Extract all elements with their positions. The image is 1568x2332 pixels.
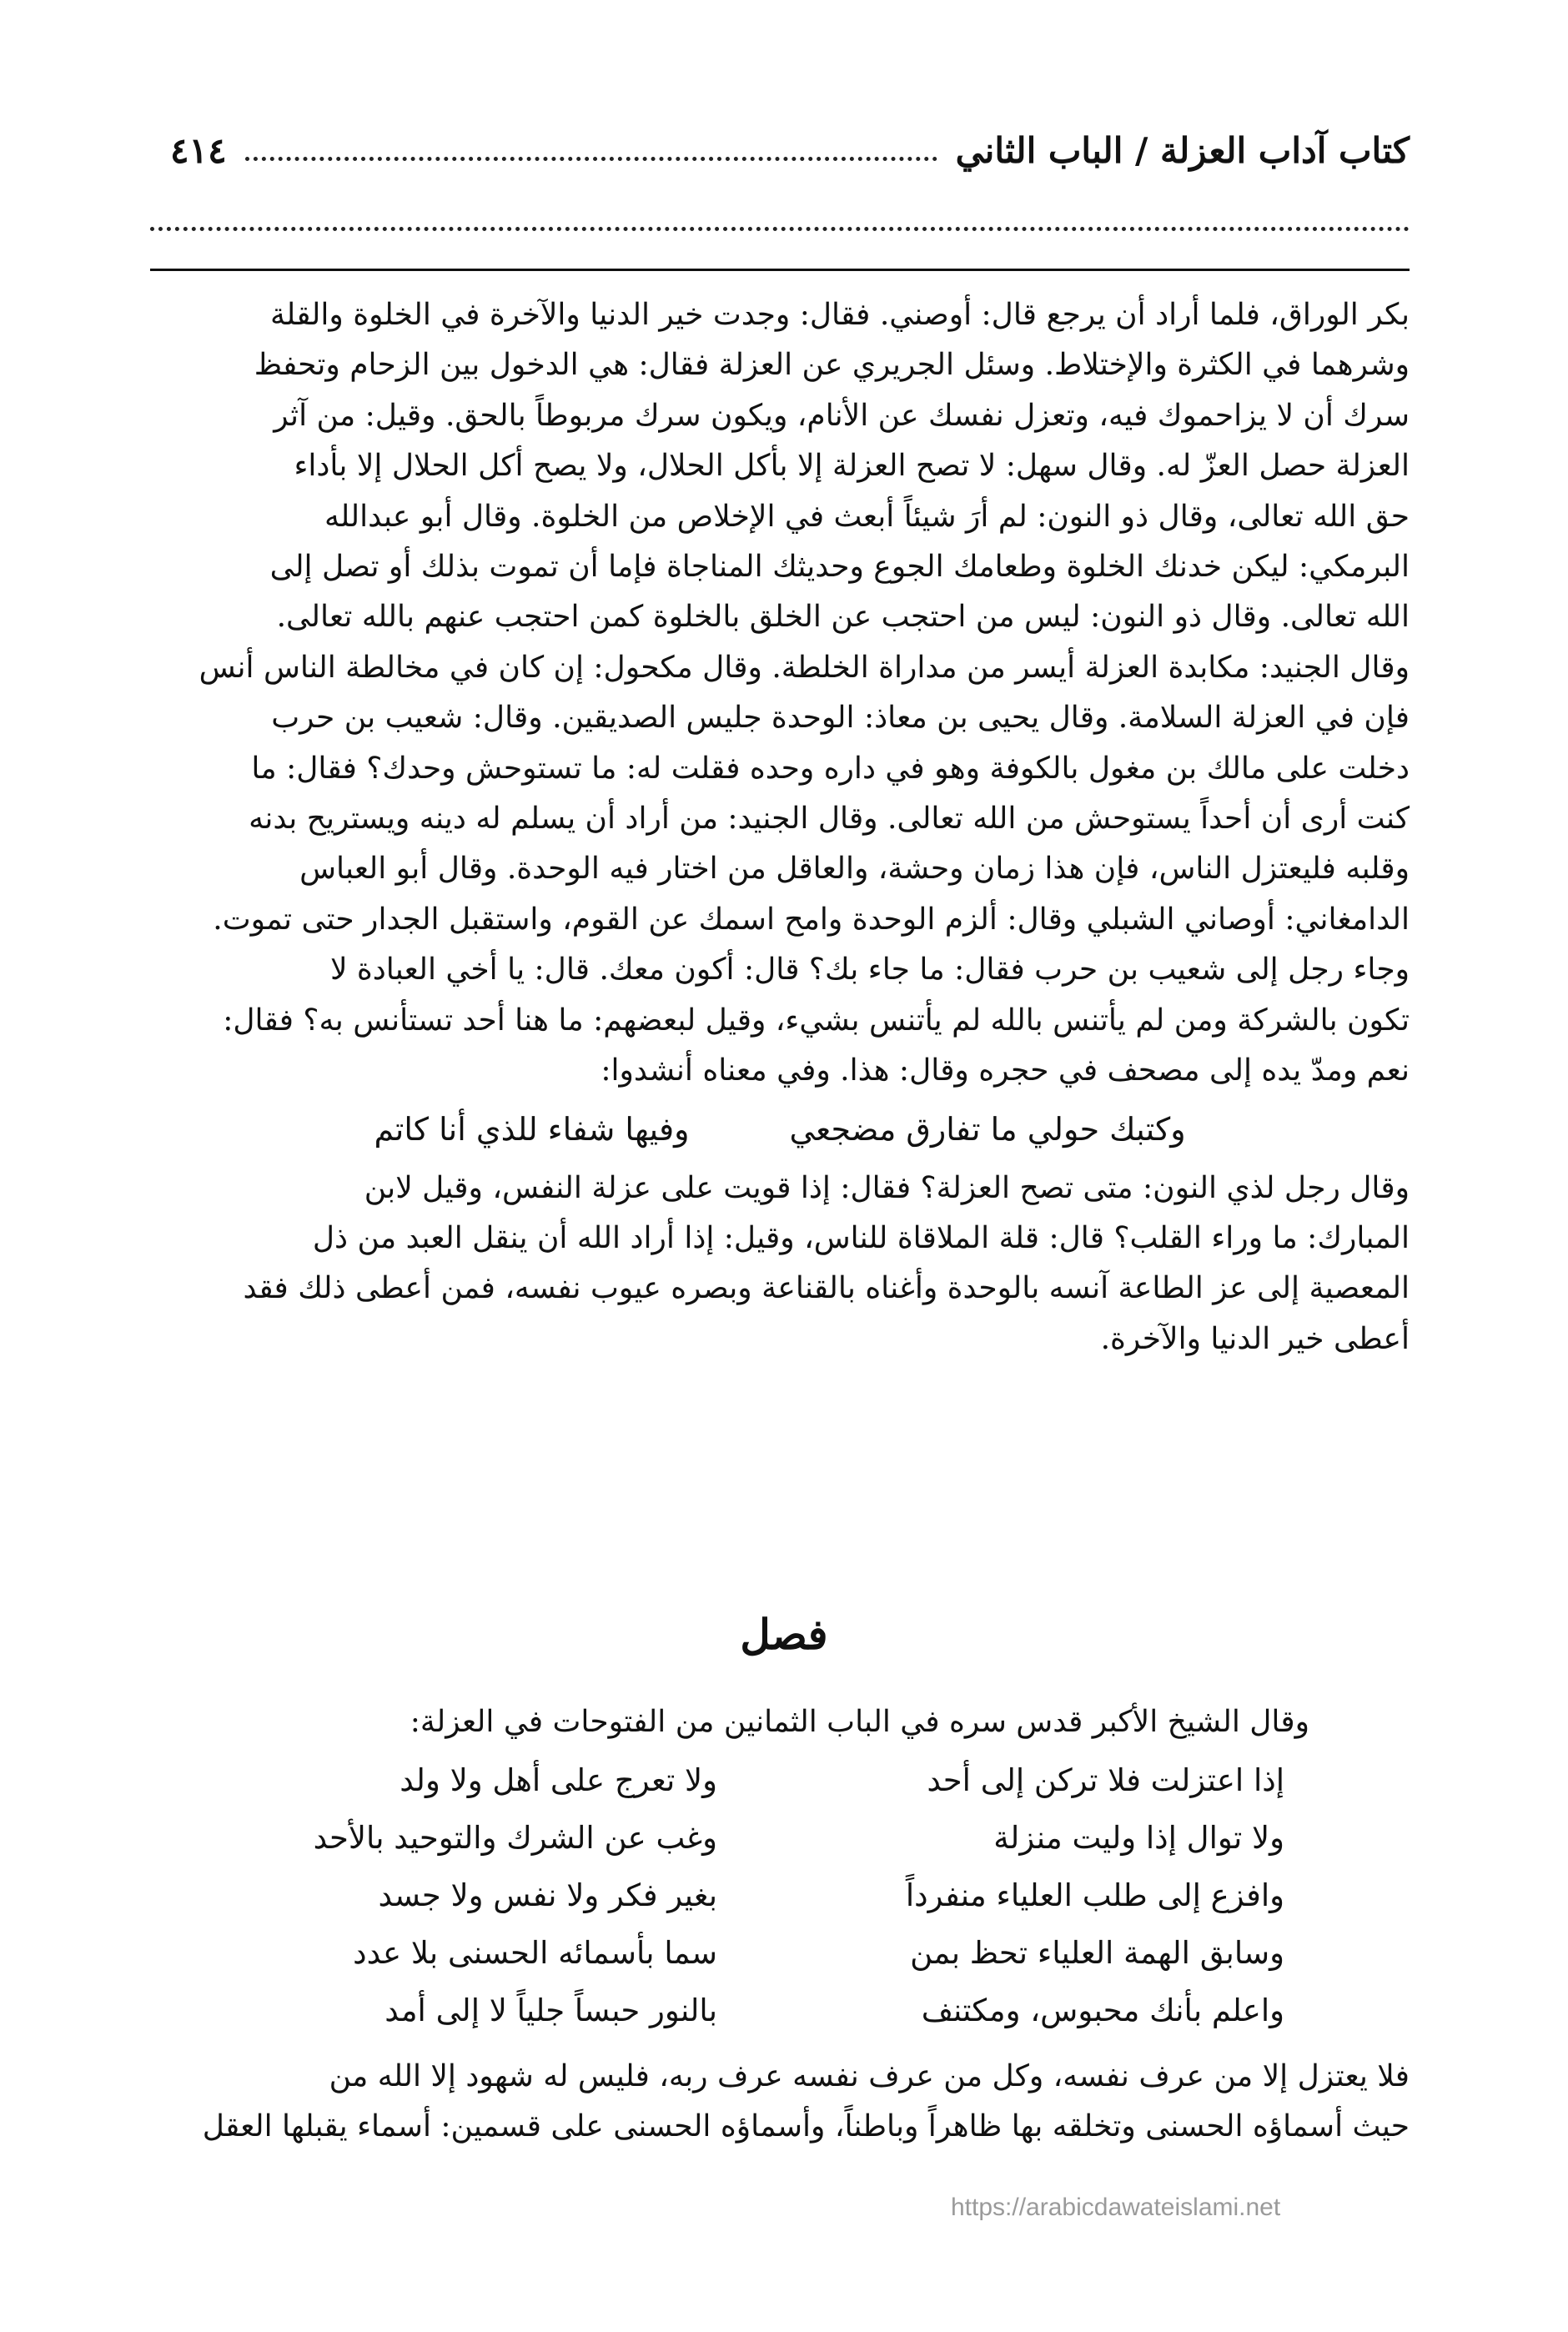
running-header bbox=[150, 117, 1410, 183]
text-line: الله تعالى. وقال ذو النون: ليس من احتجب عن الخلق بالخلوة كمن احتجب عنهم بالله تعالى. bbox=[276, 600, 1410, 635]
text-line: وقال رجل لذي النون: متى تصح العزلة؟ فقال: إذا قويت على عزلة النفس، وقيل لابن bbox=[364, 1170, 1410, 1205]
text-line: حيث أسماؤه الحسنى وتخلقه بها ظاهراً وباطناً، وأسماؤه الحسنى على قسمين: أسماء يقبلها العقل bbox=[202, 2109, 1410, 2144]
verse-first-hemistich: وكتبك حولي ما تفارق مضجعي bbox=[789, 1111, 1186, 1148]
verse-first-hemistich: وسابق الهمة العلياء تحظ بمن bbox=[910, 1935, 1284, 1971]
text-line: نعم ومدّ يده إلى مصحف في حجره وقال: هذا. وفي معناه أنشدوا: bbox=[601, 1053, 1410, 1088]
text-line: البرمكي: ليكن خدنك الخلوة وطعامك الجوع وحديثك المناجاة فإما أن تموت بذلك أو تصل إلى bbox=[269, 550, 1410, 585]
poem-verse bbox=[200, 1752, 1284, 1809]
header-rule bbox=[150, 269, 1410, 271]
text-line: تكون بالشركة ومن لم يأتنس بالله لم يأتنس بشيء، وقيل لبعضهم: ما هنا أحد تستأنس به؟ فقال: bbox=[223, 1003, 1410, 1038]
poem bbox=[200, 1752, 1284, 2039]
verse-first-hemistich: ولا توال إذا وليت منزلة bbox=[993, 1820, 1284, 1856]
poem-verse bbox=[200, 1809, 1284, 1867]
text-line: المبارك: ما وراء القلب؟ قال: قلة الملاقاة للناس، وقيل: إذا أراد الله أن ينقل العبد من ذل bbox=[312, 1220, 1410, 1255]
closing-paragraph bbox=[150, 2052, 1410, 2153]
verse-second-hemistich: وغب عن الشرك والتوحيد بالأحد bbox=[313, 1820, 717, 1856]
text-line: العزلة حصل العزّ له. وقال سهل: لا تصح العزلة إلا بأكل الحلال، ولا يصح أكل الحلال إلا بأداء bbox=[294, 449, 1410, 484]
text-line: فلا يعتزل إلا من عرف نفسه، وكل من عرف نفسه عرف ربه، فليس له شهود إلا الله من bbox=[329, 2059, 1410, 2093]
verse-first-hemistich: وافزع إلى طلب العلياء منفرداً bbox=[905, 1877, 1284, 1913]
source-watermark: https://arabicdawateislami.net bbox=[951, 2194, 1281, 2221]
section-intro-block bbox=[150, 1697, 1410, 1747]
poem-verse bbox=[200, 1924, 1284, 1982]
section-intro: وقال الشيخ الأكبر قدس سره في الباب الثمانين من الفتوحات في العزلة: bbox=[410, 1705, 1309, 1739]
verse-second-hemistich: بالنور حبساً جلياً لا إلى أمد bbox=[384, 1993, 717, 2028]
text-line: سرك أن لا يزاحموك فيه، وتعزل نفسك عن الأنام، ويكون سرك مربوطاً بالحق. وقيل: من آثر bbox=[274, 398, 1410, 433]
section-heading: فصل bbox=[740, 1610, 828, 1659]
dotted-divider bbox=[150, 227, 1410, 231]
text-line: دخلت على مالك بن مغول بالكوفة وهو في داره وحده فقلت له: ما تستوحش وحدك؟ فقال: ما bbox=[251, 751, 1410, 786]
main-text bbox=[150, 290, 1410, 1365]
header-dot-leader bbox=[245, 157, 937, 161]
page-number: ٤١٤ bbox=[170, 129, 227, 171]
text-line: حق الله تعالى، وقال ذو النون: لم أرَ شيئاً أبعث في الإخلاص من الخلوة. وقال أبو عبدالله bbox=[324, 499, 1410, 534]
text-line: وشرهما في الكثرة والإختلاط. وسئل الجريري عن العزلة فقال: هي الدخول بين الزحام وتحفظ bbox=[254, 348, 1410, 383]
chapter-title: كتاب آداب العزلة / الباب الثاني bbox=[955, 129, 1410, 171]
text-line: وجاء رجل إلى شعيب بن حرب فقال: ما جاء بك؟ قال: أكون معك. قال: يا أخي العبادة لا bbox=[329, 952, 1410, 988]
verse-second-hemistich: وفيها شفاء للذي أنا كاتم bbox=[374, 1111, 690, 1148]
text-line: بكر الوراق، فلما أراد أن يرجع قال: أوصني. فقال: وجدت خير الدنيا والآخرة في الخلوة والقلة bbox=[270, 298, 1410, 332]
poem-verse bbox=[200, 1867, 1284, 1924]
poem-verse bbox=[200, 1982, 1284, 2039]
verse-first-hemistich: إذا اعتزلت فلا تركن إلى أحد bbox=[927, 1762, 1284, 1798]
text-line: كنت أرى أن أحداً يستوحش من الله تعالى. وقال الجنيد: من أراد أن يسلم له دينه ويستريح بدنه bbox=[249, 802, 1410, 837]
text-line: المعصية إلى عز الطاعة آنسه بالوحدة وأغناه بالقناعة وبصره عيوب نفسه، فمن أعطى ذلك فقد bbox=[243, 1271, 1410, 1306]
text-line: فإن في العزلة السلامة. وقال يحيى بن معاذ: الوحدة جليس الصديقين. وقال: شعيب بن حرب bbox=[271, 701, 1410, 736]
verse-first-hemistich: واعلم بأنك محبوس، ومكتنف bbox=[921, 1993, 1284, 2028]
verse-second-hemistich: بغير فكر ولا نفس ولا جسد bbox=[378, 1877, 717, 1913]
text-line: الدامغاني: أوصاني الشبلي وقال: ألزم الوحدة وامح اسمك عن القوم، واستقبل الجدار حتى تموت. bbox=[213, 902, 1410, 937]
text-line: وقلبه فليعتزل الناس، فإن هذا زمان وحشة، والعاقل من اختار فيه الوحدة. وقال أبو العباس bbox=[299, 852, 1410, 887]
text-line: أعطى خير الدنيا والآخرة. bbox=[1100, 1321, 1410, 1356]
verse-second-hemistich: ولا تعرج على أهل ولا ولد bbox=[400, 1762, 717, 1798]
verse-line bbox=[150, 1097, 1410, 1163]
verse-second-hemistich: سما بأسمائه الحسنى بلا عدد bbox=[353, 1935, 717, 1971]
text-line: وقال الجنيد: مكابدة العزلة أيسر من مداراة الخلطة. وقال مكحول: إن كان في مخالطة الناس أنس bbox=[199, 650, 1410, 685]
